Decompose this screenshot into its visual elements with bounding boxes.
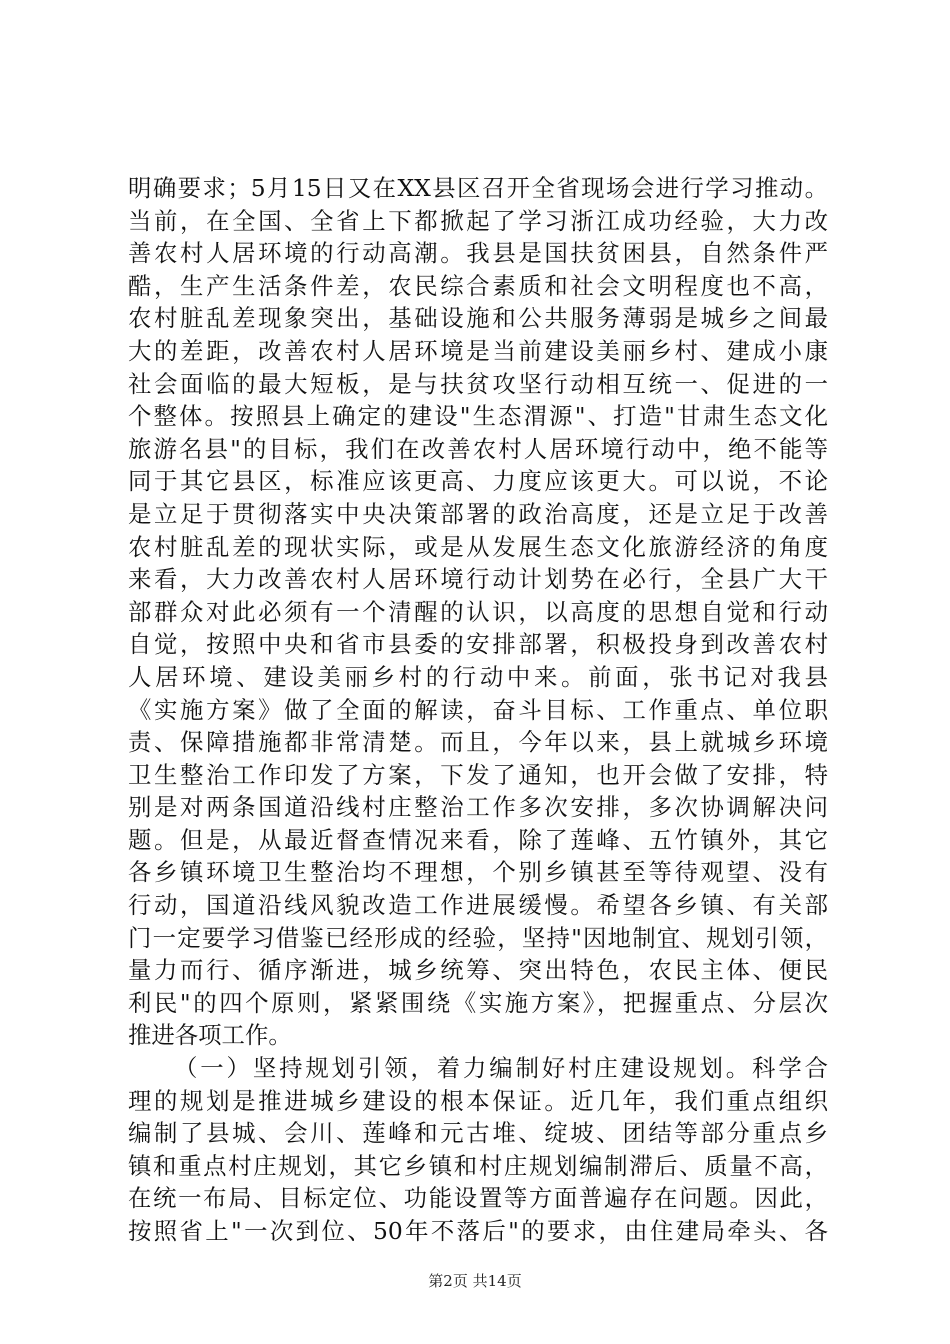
text-line: 责、保障措施都非常清楚。而且，今年以来，县上就城乡环境 [128, 728, 828, 757]
text-line: 个整体。按照县上确定的建设"生态渭源"、打造"甘肃生态文化 [128, 402, 828, 431]
text-line: 量力而行、循序渐进，城乡统筹、突出特色，农民主体、便民 [128, 956, 828, 985]
text-line: 行动，国道沿线风貌改造工作进展缓慢。希望各乡镇、有关部 [128, 891, 828, 920]
text-line: 是立足于贯彻落实中央决策部署的政治高度，还是立足于改善 [128, 499, 828, 528]
text-line: （一）坚持规划引领，着力编制好村庄建设规划。科学合 [174, 1054, 828, 1083]
paragraph-2 [128, 1052, 828, 1248]
text-line: 利民"的四个原则，紧紧围绕《实施方案》，把握重点、分层次 [128, 988, 828, 1017]
text-line: 按照省上"一次到位、50年不落后"的要求，由住建局牵头、各 [128, 1217, 828, 1245]
text-line: 旅游名县"的目标，我们在改善农村人居环境行动中，绝不能等 [128, 434, 828, 463]
text-line: 酷，生产生活条件差，农民综合素质和社会文明程度也不高， [128, 271, 828, 300]
text-line: 别是对两条国道沿线村庄整治工作多次安排，多次协调解决问 [128, 793, 828, 822]
text-line: 同于其它县区，标准应该更高、力度应该更大。可以说，不论 [128, 467, 828, 496]
text-line: 各乡镇环境卫生整治均不理想，个别乡镇甚至等待观望、没有 [128, 858, 828, 887]
text-line: 社会面临的最大短板，是与扶贫攻坚行动相互统一、促进的一 [128, 369, 828, 398]
text-line: 《实施方案》做了全面的解读，奋斗目标、工作重点、单位职 [128, 695, 828, 724]
text-line: 善农村人居环境的行动高潮。我县是国扶贫困县，自然条件严 [128, 239, 828, 268]
text-line: 大的差距，改善农村人居环境是当前建设美丽乡村、建成小康 [128, 336, 828, 365]
text-line: 当前，在全国、全省上下都掀起了学习浙江成功经验，大力改 [128, 206, 828, 235]
text-line: 镇和重点村庄规划，其它乡镇和村庄规划编制滞后、质量不高， [128, 1151, 828, 1180]
document-body [128, 172, 828, 1248]
text-line: 编制了县城、会川、莲峰和元古堆、绽坡、团结等部分重点乡 [128, 1119, 828, 1148]
text-line: 推进各项工作。 [128, 1021, 292, 1050]
text-line: 来看，大力改善农村人居环境行动计划势在必行，全县广大干 [128, 565, 828, 594]
text-line: 农村脏乱差的现状实际，或是从发展生态文化旅游经济的角度 [128, 532, 828, 561]
text-line: 理的规划是推进城乡建设的根本保证。近几年，我们重点组织 [128, 1086, 828, 1115]
paragraph-1 [128, 172, 828, 1052]
text-line: 自觉，按照中央和省市县委的安排部署，积极投身到改善农村 [128, 630, 828, 659]
text-line: 农村脏乱差现象突出，基础设施和公共服务薄弱是城乡之间最 [128, 304, 828, 333]
text-line: 题。但是，从最近督查情况来看，除了莲峰、五竹镇外，其它 [128, 825, 828, 854]
text-line: 人居环境、建设美丽乡村的行动中来。前面，张书记对我县 [128, 662, 828, 691]
text-line: 在统一布局、目标定位、功能设置等方面普遍存在问题。因此， [128, 1184, 828, 1213]
text-line: 卫生整治工作印发了方案，下发了通知，也开会做了安排，特 [128, 760, 828, 789]
text-line: 部群众对此必须有一个清醒的认识，以高度的思想自觉和行动 [128, 597, 828, 626]
text-line: 明确要求；5月15日又在XX县区召开全省现场会进行学习推动。 [128, 174, 828, 202]
page-footer: 第2页 共14页 [428, 1272, 522, 1290]
text-line: 门一定要学习借鉴已经形成的经验，坚持"因地制宜、规划引领， [128, 923, 828, 952]
